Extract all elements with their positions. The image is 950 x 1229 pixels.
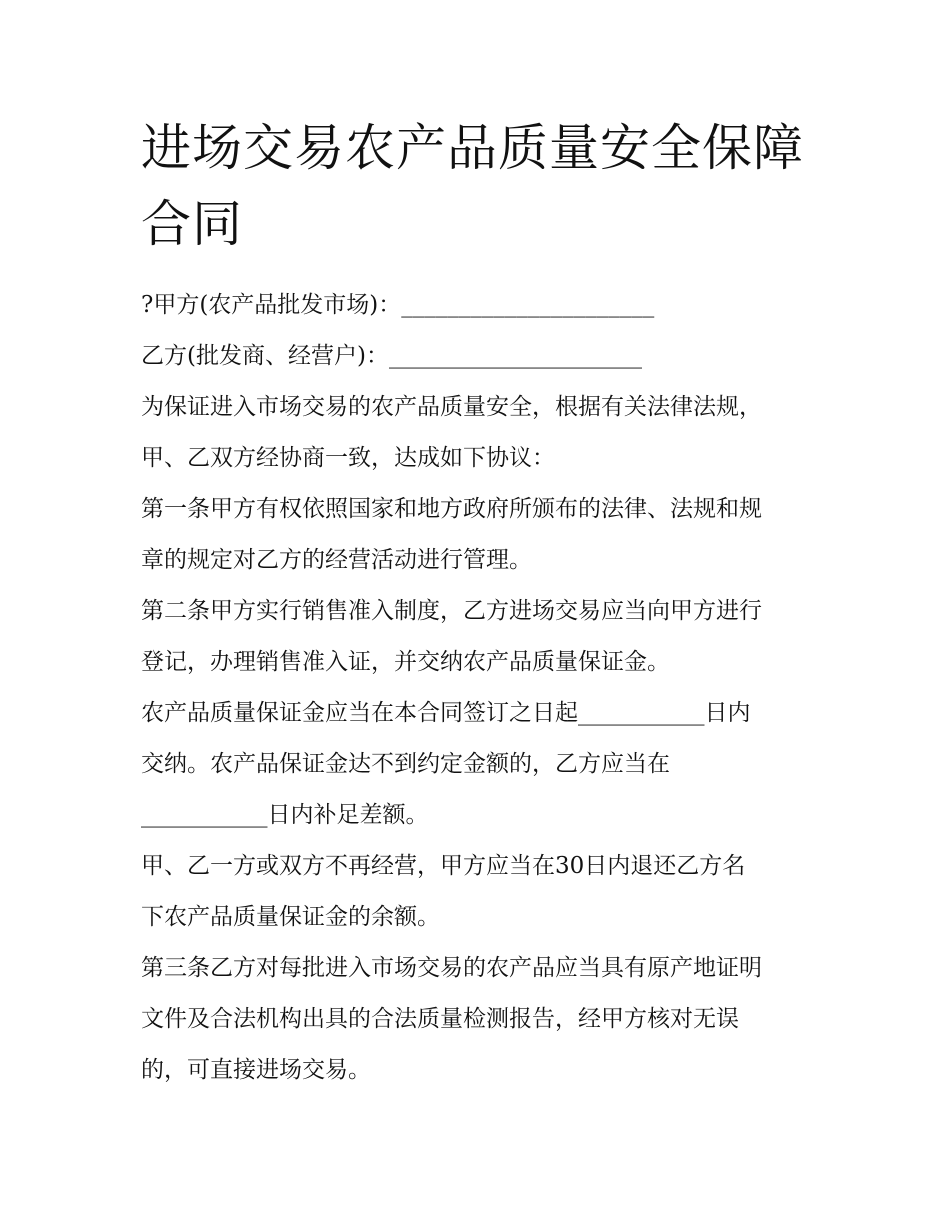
body-line: 交纳。农产品保证金达不到约定金额的，乙方应当在: [141, 751, 670, 777]
body-line: 文件及合法机构出具的合法质量检测报告，经甲方核对无误: [141, 1006, 739, 1032]
title-line-1: 进场交易农产品质量安全保障: [141, 119, 804, 177]
party-a-line: ?甲方(农产品批发市场)：______________________: [141, 292, 655, 318]
body-line: 下农产品质量保证金的余额。: [141, 904, 440, 930]
body-line: 第三条乙方对每批进入市场交易的农产品应当具有原产地证明: [141, 955, 762, 981]
body-line: 章的规定对乙方的经营活动进行管理。: [141, 547, 532, 573]
body-line: 第一条甲方有权依照国家和地方政府所颁布的法律、法规和规: [141, 496, 762, 522]
body-line: 甲、乙一方或双方不再经营，甲方应当在30日内退还乙方名: [141, 853, 746, 879]
party-b-line: 乙方(批发商、经营户)：______________________: [141, 343, 642, 369]
document-title: [141, 110, 816, 262]
title-line-2: 合同: [141, 195, 243, 253]
body-line: 甲、乙双方经协商一致，达成如下协议：: [141, 445, 555, 471]
body-line: 第二条甲方实行销售准入制度，乙方进场交易应当向甲方进行: [141, 598, 762, 624]
body-line: ___________日内补足差额。: [141, 802, 429, 828]
body-line: 的，可直接进场交易。: [141, 1057, 371, 1083]
document-page: [141, 110, 816, 1096]
body-line: 登记，办理销售准入证，并交纳农产品质量保证金。: [141, 649, 670, 675]
body-line: 农产品质量保证金应当在本合同签订之日起___________日内: [141, 700, 751, 726]
body-line: 为保证进入市场交易的农产品质量安全，根据有关法律法规，: [141, 394, 762, 420]
